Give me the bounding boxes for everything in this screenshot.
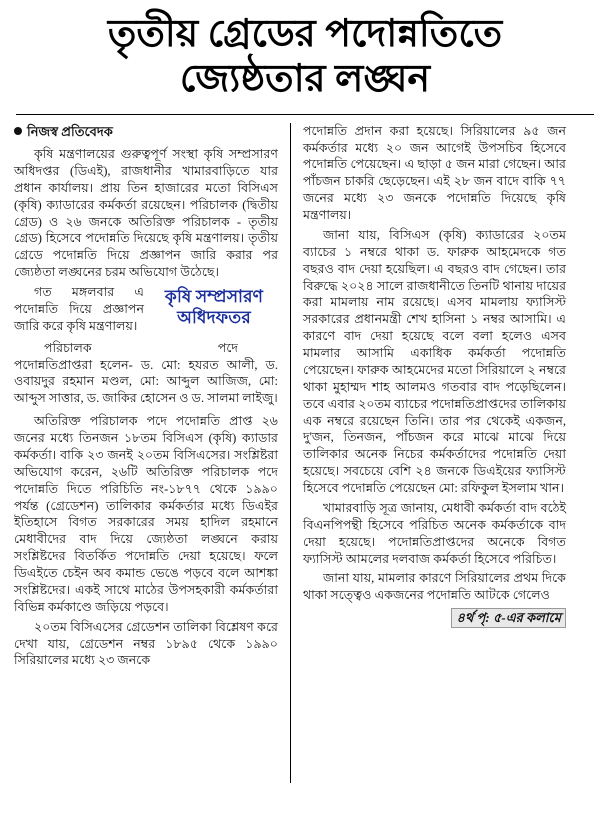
agency-logo-line-2: অধিদফতর bbox=[177, 308, 251, 328]
paragraph: খামারবাড়ি সূত্র জানায়, মেধাবী কর্মকর্তা বাদ বঠেই বিএনপিপন্থী হিসেবে পরিচিত অনেক কর্মকর্তাকে বাদ দেয়া হয়েছে। পদোন্নতিপ্রাপ্তদের অনেকে বিগত ফ্যাসিস্ট আমলের দলবাজ কর্মকর্তা হিসেবে পরিচিত। bbox=[303, 500, 566, 566]
column-left bbox=[14, 123, 290, 783]
paragraph: গত মঙ্গলবার এ পদোন্নতি দিয়ে প্রজ্ঞাপন জারি করে কৃষি মন্ত্রণালয়। bbox=[14, 285, 144, 333]
caption-left: পরিচালক bbox=[44, 340, 92, 355]
header-divider bbox=[16, 114, 594, 115]
paragraph: অতিরিক্ত পরিচালক পদে পদোন্নতি প্রাপ্ত ২৬ জনের মধ্যে তিনজন ১৮তম বিসিএস (কৃষি) ক্যাডার কর্মকর্তা। বাকি ২৩ জনই ২০তম বিসিএসের। সংশ্লিষ্টরা অভিযোগ করেন, ২৬টি অতিরিক্ত পরিচালক পদে পদোন্নতি দিতে পরিচিতি নং-১৮৭৭ থেকে ১৯৯০ পর্যন্ত (গ্রেডেশন) তালিকার কর্মকর্তার মধ্যে ডিএইর ইতিহাসে বিগত সরকারের সময় হাদিল রহমানে মেধাবীদের বাদ দিয়ে জ্যেষ্ঠতা লঙ্ঘনে করায় সংশ্লিষ্টদের বিতর্কিত পদোন্নতি দেয়া হয়েছে। ফলে ডিএইতে চেইন অব কমান্ড ভেঙে পড়বে বলে আশঙ্কা সংশ্লিষ্টদের। একই সাথে মাঠের উপসহকারী কর্মকর্তারা বিভিন্ন কর্মকাণ্ডে জড়িয়ে পড়বে। bbox=[14, 414, 278, 614]
jump-line-label: ৪র্থ পৃ: ৫-এর কলামে bbox=[451, 608, 566, 627]
paragraph: পদোন্নতিপ্রাপ্তরা হলেন- ড. মো: হযরত আলী, ড. ওবায়দুর রহমান মণ্ডল, মো: আব্দুল আজিজ, মো: আব্দুস সাত্তার, ড. জাকির হোসেন ও ড. সালমা লাইজু। bbox=[14, 357, 278, 406]
caption-right: পদে bbox=[217, 340, 238, 355]
caption-row bbox=[14, 338, 278, 357]
byline-label: নিজস্ব প্রতিবেদক bbox=[27, 123, 113, 139]
paragraph: জানা যায়, বিসিএস (কৃষি) ক্যাডারের ২০তম ব্যাচের ১ নম্বরে থাকা ড. ফারুক আহমেদকে গত বছরও বাদ দেয়া হয়েছিল। এ বছরও বাদ গেছেন। তার বিরুদ্ধে ২০২৪ সালে রাজধানীতে তিনটি থানায় দায়ের করা মামলায় নাম রয়েছে। এসব মামলায় ফ্যাসিস্ট সরকারের প্রধানমন্ত্রী শেখ হাসিনা ১ নম্বর আসামি। এ কারণে বাদ দেয়া হয়েছে বলে বলা হলেও এসব মামলার আসামি একাধিক কর্মকর্তা পদোন্নতি পেয়েছেন। ফারুক আহমেদের মতো সিরিয়ালে ২ নম্বরে থাকা মুহাম্মদ শাহ আলমও গতবার বাদ পড়েছিলেন। তবে এবার ২০তম ব্যাচের পদোন্নতিপ্রাপ্তদের তালিকায় এক নম্বরে রয়েছেন তিনি। তার পর থেকেই একজন, দু'জন, তিনজন, পাঁচজন করে মাঝে মাঝে দিয়ে তালিকার অনেক নিচের কর্মকর্তাদের পদোন্নতি দেয়া হয়েছে। সবচেয়ে বেশি ২৪ জনকে ডিএইয়ের ফ্যাসিস্ট হিসেবে পদোন্নতি পেয়েছেন মো: রফিকুল ইসলাম খান। bbox=[303, 227, 566, 496]
headline-line-2: জ্যেষ্ঠতার লঙ্ঘন bbox=[179, 57, 431, 100]
jump-line bbox=[303, 608, 566, 627]
page-title bbox=[14, 12, 596, 108]
bullet-icon bbox=[14, 127, 22, 135]
column-right bbox=[290, 123, 566, 783]
paragraph: ২০তম বিসিএসের গ্রেডেশন তালিকা বিশ্লেষণ করে দেখা যায়, গ্রেডেশন নম্বর ১৮৯৫ থেকে ১৯৯০ সিরিয়ালের মধ্যে ২৩ জনকে bbox=[14, 619, 278, 668]
paragraph: জানা যায়, মামলার কারণে সিরিয়ালের প্রথম দিকে থাকা সত্ত্বেও একজনের পদোন্নতি আটকে গেলেও bbox=[303, 571, 566, 603]
agency-logo bbox=[150, 286, 278, 329]
headline-line-1: তৃতীয় গ্রেডের পদোন্নতিতে bbox=[107, 13, 503, 55]
agency-logo-line-1: কৃষি সম্প্রসারণ bbox=[164, 287, 264, 307]
paragraph: কৃষি মন্ত্রণালয়ের গুরুত্বপূর্ণ সংস্থা কৃষি সম্প্রসারণ অধিদপ্তর (ডিএই), রাজধানীর খামারবাড়িতে যার প্রধান কার্যালয়। প্রায় তিন হাজারের মতো বিসিএস (কৃষি) ক্যাডারের কর্মকর্তা রয়েছেন। পরিচালক (দ্বিতীয় গ্রেড) ও ২৬ জনকে অতিরিক্ত পরিচালক - তৃতীয় গ্রেড) হিসেবে পদোন্নতি দিয়েছে কৃষি মন্ত্রণালয়। তৃতীয় গ্রেডে পদোন্নতি দিয়ে প্রজ্ঞাপন জারি করার পর জ্যেষ্ঠতা লঙ্ঘনের চরম অভিযোগ উঠেছে। bbox=[14, 147, 278, 280]
article-body bbox=[14, 123, 596, 783]
paragraph: পদোন্নতি প্রদান করা হয়েছে। সিরিয়ালের ৯৫ জন কর্মকর্তার মধ্যে ২০ জন আগেই উপসচিব হিসেবে পদোন্নতি পেয়েছেন। এ ছাড়া ৫ জন মারা গেছেন। আর পাঁচজন চাকরি ছেড়েছেন। এই ২৮ জন বাদে বাকি ৭৭ জনের মধ্যে ২৩ জনকে পদোন্নতি দিয়েছে কৃষি মন্ত্রণালয়। bbox=[303, 123, 566, 223]
byline bbox=[14, 123, 278, 140]
